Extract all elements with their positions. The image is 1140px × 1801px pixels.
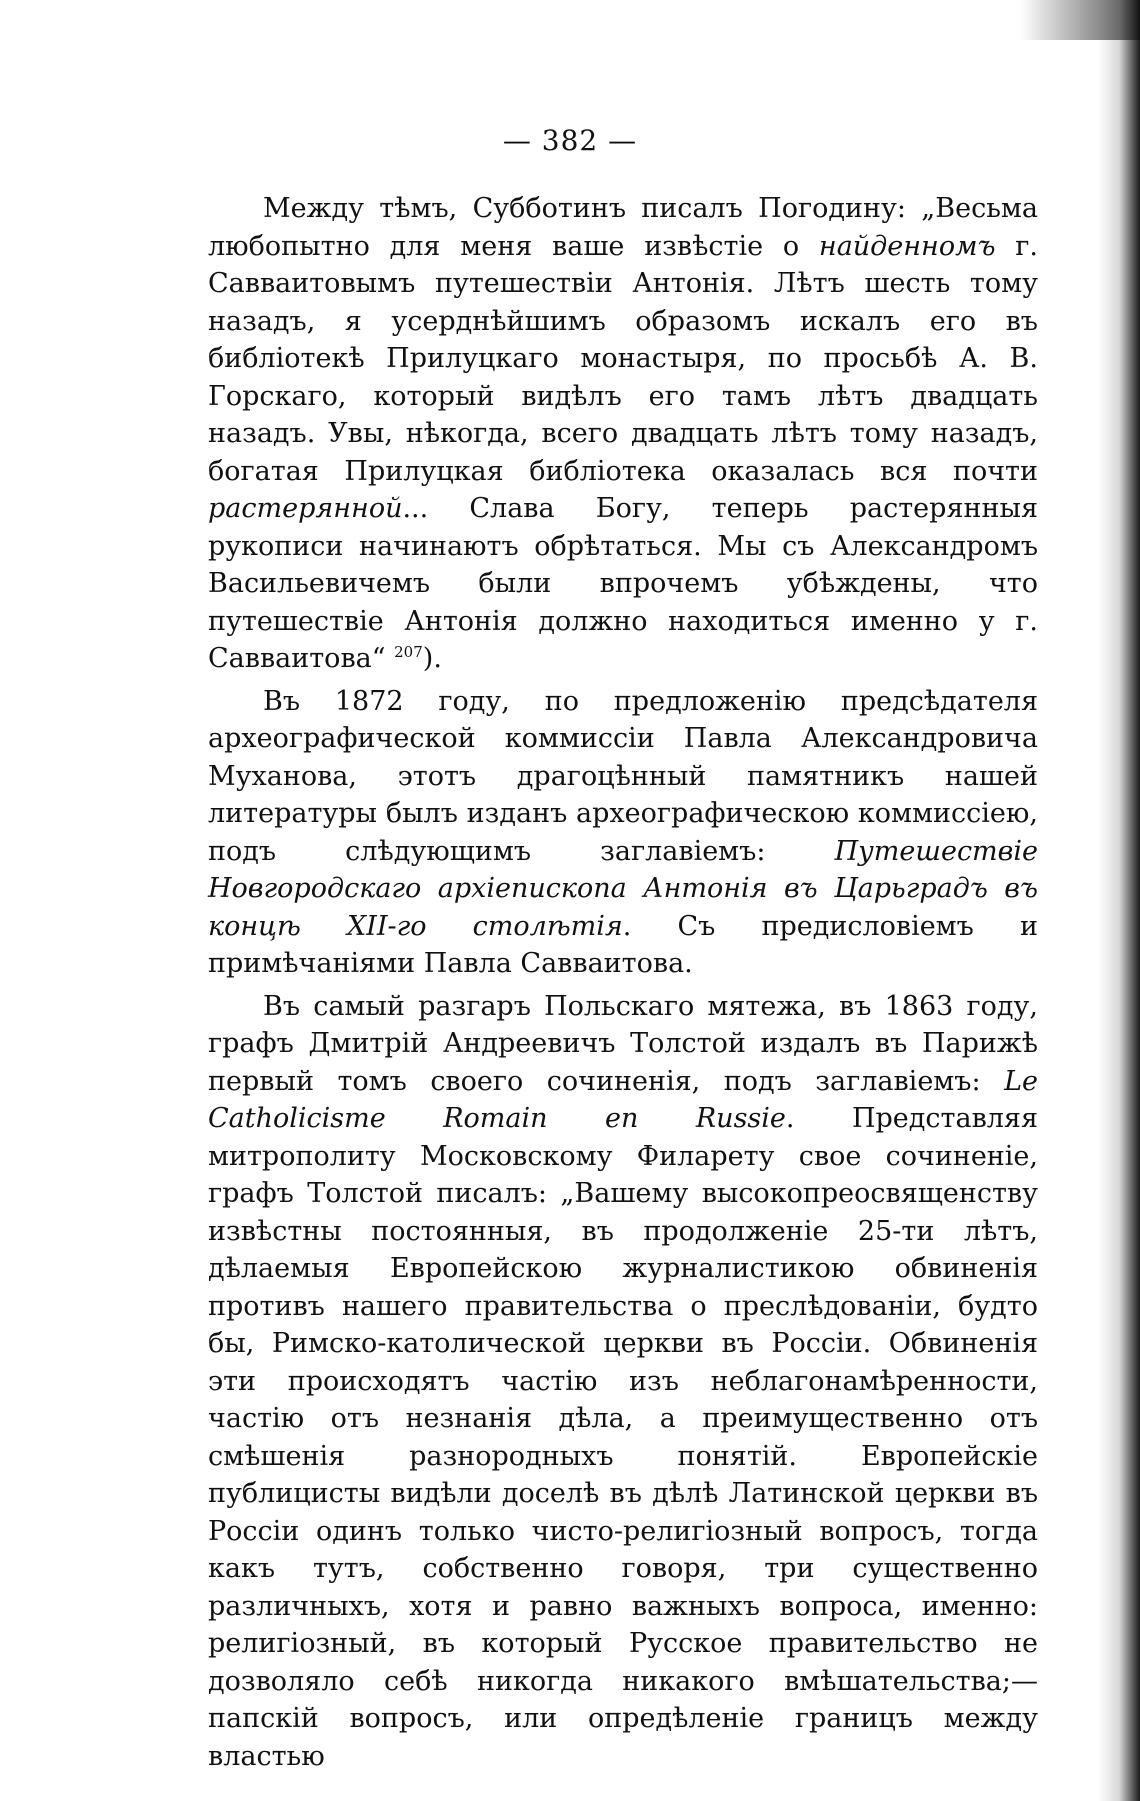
page-number: — 382 — xyxy=(502,124,638,157)
text-run: . Съ предисловіемъ и примѣчаніями Павла Савваитова. xyxy=(208,910,1038,979)
text-run-italic: Le Catholicisme Romain en Russie xyxy=(208,1065,1038,1134)
paragraph-2 xyxy=(208,683,1038,983)
text-run-italic: растерянной xyxy=(208,493,403,524)
page-edge-shadow xyxy=(1070,0,1140,1801)
text-run-italic: Путешествіе Новгородскаго архіепископа Антонія въ Царьградъ въ концѣ XII-го столѣтія xyxy=(208,835,1038,942)
footnote-ref: 207 xyxy=(394,643,423,661)
text-run: Въ 1872 году, по предложенію предсѣдателя археографической коммиссіи Павла Александровича Муханова, этотъ драгоцѣнный памятникъ нашей литературы былъ изданъ археографическою коммиссіею, подъ слѣдующимъ заглавіемъ: xyxy=(208,685,1038,867)
text-run: Между тѣмъ, Субботинъ писалъ Погодину: „Весьма любопытно для меня ваше извѣстіе о xyxy=(208,193,1038,262)
page-body xyxy=(208,190,1038,1780)
text-run-italic: найденномъ xyxy=(818,230,996,262)
text-run: Въ самый разгаръ Польскаго мятежа, въ 1863 году, графъ Дмитрій Андреевичъ Толстой издалъ въ Парижѣ первый томъ своего сочиненія, подъ заглавіемъ: xyxy=(208,990,1038,1097)
text-run: ... Слава Богу, теперь растерянныя рукописи начинаютъ обрѣтаться. Мы съ Александромъ Васильевичемъ были впрочемъ убѣждены, что путешествіе Антонія должно находиться именно у г. Савваитова“ xyxy=(208,493,1038,674)
paragraph-1 xyxy=(208,190,1038,678)
text-run: г. Савваитовымъ путешествіи Антонія. Лѣтъ шесть тому назадъ, я усерднѣйшимъ образомъ искалъ его въ библіотекѣ Прилуцкаго монастыря, по просьбѣ А. В. Горскаго, который видѣлъ его тамъ лѣтъ двадцать назадъ. Увы, нѣкогда, всего двадцать лѣтъ тому назадъ, богатая Прилуцкая библіотека оказалась вся почти xyxy=(208,230,1039,487)
paragraph-3 xyxy=(208,988,1038,1776)
text-run: . Представляя митрополиту Московскому Филарету свое сочиненіе, графъ Толстой писалъ: „Вашему высокопреосвященству извѣстны постоянныя, въ продолженіе 25-ти лѣтъ, дѣлаемыя Европейскою журналистикою обвиненія противъ нашего правительства о преслѣдованіи, будто бы, Римско-католической церкви въ Россіи. Обвиненія эти происходятъ частію изъ неблагонамѣренности, частію отъ незнанія дѣла, а преимущественно отъ смѣшенія разнородныхъ понятій. Европейскіе публицисты видѣли доселѣ въ дѣлѣ Латинской церкви въ Россіи одинъ только чисто-религіозный вопросъ, тогда какъ тутъ, собственно говоря, три существенно различныхъ, хотя и равно важныхъ вопроса, именно: религіозный, въ который Русское правительство не дозволяло себѣ никогда никакого вмѣшательства;—папскій вопросъ, или опредѣленіе границъ между властью xyxy=(208,1103,1038,1772)
text-run: ). xyxy=(422,643,442,674)
page-corner-shadow xyxy=(940,0,1140,40)
